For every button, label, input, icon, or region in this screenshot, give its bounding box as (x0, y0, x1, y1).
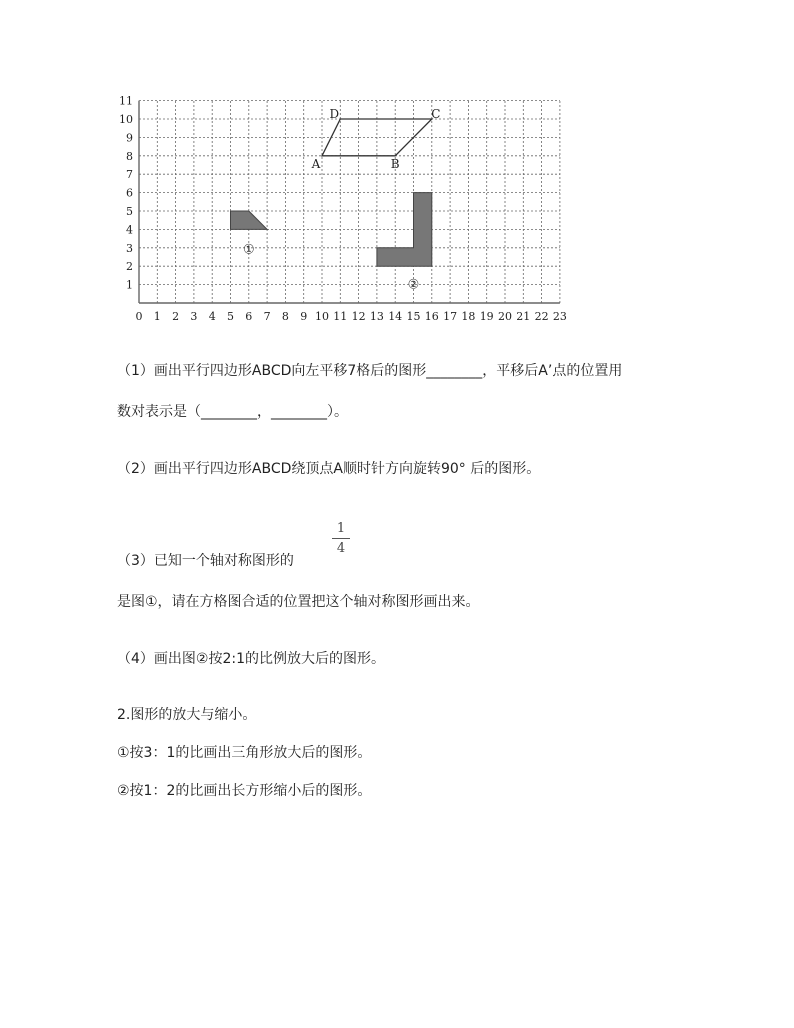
x-tick-label: 21 (516, 310, 531, 323)
y-tick-label: 11 (119, 94, 133, 108)
x-tick-label: 17 (443, 310, 458, 323)
shape-1-label: ① (242, 242, 255, 258)
x-tick-label: 22 (534, 310, 549, 323)
question-2: （2）画出平行四边形ABCD绕顶点A顺时针方向旋转90° 后的图形。 (117, 461, 541, 477)
fraction-bar (332, 538, 350, 539)
x-tick-label: 4 (208, 310, 216, 323)
coordinate-grid-figure (112, 92, 572, 332)
y-tick-label: 7 (126, 168, 133, 182)
question-4: （4）画出图②按2:1的比例放大后的图形。 (117, 651, 385, 667)
y-tick-label: 9 (126, 131, 133, 145)
x-tick-label: 14 (388, 310, 403, 323)
x-tick-label: 6 (245, 310, 253, 323)
x-tick-label: 9 (300, 310, 308, 323)
x-tick-label: 10 (315, 310, 329, 323)
section-2-item-1: ①按3：1的比画出三角形放大后的图形。 (117, 745, 372, 761)
y-tick-label: 10 (119, 113, 133, 126)
x-tick-label: 0 (135, 310, 143, 323)
question-1-line-1: （1）画出平行四边形ABCD向左平移7格后的图形________，平移后A’点的位置用 (117, 363, 623, 379)
grid-lines (139, 101, 560, 303)
shape-1 (231, 211, 268, 229)
y-tick-label: 4 (126, 223, 133, 237)
section-2-item-2: ②按1：2的比画出长方形缩小后的图形。 (117, 783, 372, 799)
shapes (231, 107, 441, 292)
fraction-denominator: 4 (336, 541, 346, 556)
x-tick-label: 5 (227, 310, 234, 323)
x-tick-label: 11 (333, 310, 348, 323)
x-tick-label: 15 (406, 310, 421, 323)
y-tick-label: 1 (126, 278, 133, 292)
fraction-numerator: 1 (336, 521, 346, 536)
y-tick-label: 5 (126, 205, 133, 218)
x-tick-label: 20 (498, 310, 512, 323)
x-tick-label: 2 (172, 310, 180, 323)
vertex-label: B (390, 156, 400, 171)
x-tick-label: 12 (351, 310, 366, 323)
y-tick-label: 6 (126, 186, 133, 200)
vertex-label: A (311, 156, 321, 171)
section-2-title: 2.图形的放大与缩小。 (117, 707, 257, 723)
tick-labels (119, 95, 567, 323)
x-tick-label: 3 (190, 310, 198, 323)
fraction-one-quarter (332, 521, 350, 556)
x-tick-label: 13 (369, 310, 384, 323)
shape-2-label: ② (407, 277, 420, 293)
x-tick-label: 7 (263, 310, 271, 323)
y-tick-label: 8 (126, 149, 133, 163)
question-3-line-2: 是图①，请在方格图合适的位置把这个轴对称图形画出来。 (117, 594, 480, 610)
y-tick-label: 3 (126, 241, 133, 255)
vertex-label: D (329, 107, 340, 121)
vertex-label: C (431, 107, 441, 121)
question-3-line-1: （3）已知一个轴对称图形的 (117, 553, 294, 569)
x-tick-label: 1 (153, 310, 161, 323)
x-tick-label: 19 (479, 310, 494, 323)
x-tick-label: 8 (281, 310, 289, 323)
y-tick-label: 2 (126, 260, 133, 274)
x-tick-label: 16 (424, 310, 439, 323)
question-1-line-2: 数对表示是（________，________）。 (117, 404, 348, 420)
x-tick-label: 18 (461, 310, 476, 323)
x-tick-label: 23 (552, 310, 567, 323)
